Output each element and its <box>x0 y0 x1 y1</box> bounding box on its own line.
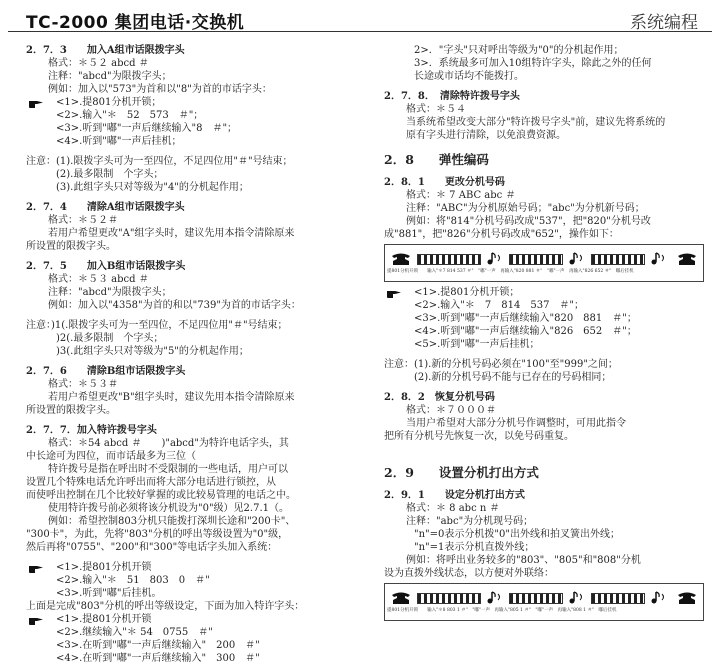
text-line <box>26 109 356 122</box>
text-line <box>384 129 710 142</box>
text-line <box>26 391 356 404</box>
tone-icon <box>565 251 589 266</box>
subsection-heading <box>384 90 710 103</box>
text-line <box>384 371 710 384</box>
text-line <box>26 319 356 332</box>
line-text: <1>.提801分机开锁 <box>56 614 152 625</box>
text-line <box>384 299 710 312</box>
line-text: 3>．系统最多可加入10组特许字头，除此之外的任何 <box>414 58 652 69</box>
line-text: 若用户希望更改"B"组字头时，建议先用本指令清除原来 <box>48 392 295 403</box>
text-line <box>26 214 356 227</box>
line-text: 格式：＊ 7 ABC abc ＃ <box>406 190 516 201</box>
subsection-heading <box>384 489 710 502</box>
line-text: <3>.听到"嘟"一声后继续输入"8 ＃"； <box>56 123 238 134</box>
text-line <box>26 181 356 194</box>
subsection-heading <box>26 201 356 214</box>
line-text: 成"881"，把"826"分机号码改成"652"，操作如下： <box>384 229 619 240</box>
line-text: <4>.听到"嘟"一声后继续输入"826 652 ＃"； <box>414 326 637 337</box>
keypad-strip <box>417 254 481 265</box>
spacer <box>26 312 356 319</box>
line-text: 注释："abcd"为限拨字头； <box>48 287 172 298</box>
line-text: 2．8 弹性编码 <box>384 152 489 167</box>
tone-icon <box>647 590 671 605</box>
line-text: 注意：(1).新的分机号码必须在"100"至"999"之间； <box>384 359 618 370</box>
line-text: 注意：)1(.限拨字头可为一至四位，不足四位用"＃"号结束； <box>26 320 288 331</box>
dialing-sequence-diagram <box>384 583 704 621</box>
tone-icon <box>647 251 671 266</box>
text-line <box>26 273 356 286</box>
line-text: "n"=0表示分机拨"0"出外线和拍叉簧出外线； <box>414 529 620 540</box>
keypad-strip <box>509 254 563 265</box>
pointing-hand-icon <box>28 98 44 109</box>
line-text: <2>.输入"＊ 7 814 537 ＃"； <box>414 300 585 311</box>
text-line <box>26 345 356 358</box>
line-text: 注释："ABC"为分机原始号码；"abc"为分机新号码； <box>406 203 645 214</box>
line-text: 所设置的限拨字头。 <box>26 241 116 252</box>
subsection-heading <box>26 44 356 57</box>
line-text: <1>.提801分机开锁； <box>414 287 520 298</box>
text-line <box>384 502 710 515</box>
line-text: "n"=1表示分机直拨外线； <box>414 542 535 553</box>
line-text: 格式：＊ 8 abc n ＃ <box>406 503 500 514</box>
line-text: <4>.在听到"嘟"一声后继续输入" 300 ＃" <box>56 653 260 664</box>
text-line <box>384 325 710 338</box>
text-line <box>384 202 710 215</box>
text-line <box>26 299 356 312</box>
line-text: 格式：＊５２＃ <box>48 215 118 226</box>
text-line <box>384 358 710 371</box>
line-text: <2>.输入"＊ 52 573 ＃"； <box>56 110 204 121</box>
text-line <box>384 430 710 443</box>
subsection-heading <box>384 176 710 189</box>
text-line <box>384 116 710 129</box>
line-text: <2>.继续输入"＊ 54 0755 ＃" <box>56 627 213 638</box>
line-text: 若用户希望更改"A"组字头时，建议先用本指令清除原来 <box>48 228 295 239</box>
line-text: 2．7．3 加入A组市话限拨字头 <box>26 45 185 56</box>
spacer <box>26 148 356 155</box>
spacer <box>26 253 356 260</box>
section-heading <box>384 465 710 481</box>
text-line <box>26 463 356 476</box>
line-text: 2．9 设置分机打出方式 <box>384 465 539 480</box>
text-line <box>384 541 710 554</box>
text-line <box>26 227 356 240</box>
text-line <box>26 83 356 96</box>
line-text: 注释："abcd"为限拨字头； <box>48 71 172 82</box>
line-text: 2．7．7．加入特许拨号字头 <box>26 425 157 436</box>
text-line <box>384 103 710 116</box>
text-line <box>26 437 356 450</box>
subsection-heading <box>384 391 710 404</box>
text-line <box>384 554 710 567</box>
line-text: "300卡"，为此，先将"803"分机的呼出等级设置为"0"级， <box>26 529 289 540</box>
line-text: 格式：＊５３ abcd ＃ <box>48 274 149 285</box>
line-text: 当用户希望对大部分分机号作调整时，可用此指令 <box>406 418 626 429</box>
tone-icon <box>483 251 507 266</box>
line-text: 2．7．8． 清除特许拨号字头 <box>384 91 520 102</box>
section-heading <box>384 152 710 168</box>
subsection-heading <box>26 365 356 378</box>
line-text: 注意：(1).限拨字头可为一至四位，不足四位用"＃"号结束； <box>26 156 293 167</box>
text-line <box>26 489 356 502</box>
line-text: 例如：加入以"4358"为首的和以"739"为首的市话字头： <box>48 300 301 311</box>
keypad-strip <box>591 593 645 604</box>
text-line <box>384 417 710 430</box>
line-text: 2．9．1 设定分机打出方式 <box>384 490 525 501</box>
text-line <box>26 626 356 639</box>
text-line <box>26 155 356 168</box>
text-line <box>26 404 356 417</box>
text-line <box>384 215 710 228</box>
text-line <box>384 228 710 241</box>
pointing-hand-icon <box>28 563 44 574</box>
header-divider <box>8 31 712 32</box>
line-text: 设置几个特殊电话允许呼出而将大部分电话进行锁控，从 <box>26 477 276 488</box>
text-line <box>384 404 710 417</box>
right-column <box>384 44 710 625</box>
line-text: 例如：将呼出业务较多的"803"、"805"和"808"分机 <box>406 555 641 566</box>
spacer <box>384 384 710 391</box>
diagram-caption: 提801分机开锁 输入"＊7 814 537 ＃" "嘟"一声 再输入"820 881 ＃" "嘟"一声 再输入"826 652 ＃" 嘟后挂机 <box>387 269 634 274</box>
line-text: <1>.提801分机开锁 <box>56 562 152 573</box>
text-line <box>26 541 356 554</box>
line-text: 使用特许拨号前必须将该分机设为"0"级）见2.7.1（。 <box>48 503 290 514</box>
line-text: <2>.输入"＊ 51 803 0 ＃" <box>56 575 210 586</box>
text-line <box>384 567 710 580</box>
pointing-hand-icon <box>386 288 402 299</box>
step-line <box>26 561 356 574</box>
line-text: 格式：＊５４ <box>406 104 466 115</box>
text-line <box>26 378 356 391</box>
line-text: (2).新的分机号码不能与已存在的号码相同； <box>414 372 612 383</box>
text-line <box>384 189 710 202</box>
product-model: TC-2000 集团电话·交换机 <box>26 13 245 33</box>
text-line <box>26 652 356 665</box>
text-line <box>26 135 356 148</box>
line-text: 格式：＊７０００＃ <box>406 405 496 416</box>
text-line <box>26 639 356 652</box>
line-text: 2．8．2 恢复分机号码 <box>384 392 495 403</box>
text-line <box>384 312 710 325</box>
text-line <box>26 574 356 587</box>
line-text: 2．7．4 清除A组市话限拨字头 <box>26 202 185 213</box>
text-line <box>26 502 356 515</box>
line-text: 所设置的限拨字头。 <box>26 405 116 416</box>
telephone-icon <box>675 590 699 605</box>
line-text: 格式：＊５３＃ <box>48 379 118 390</box>
line-text: 例如：希望控制803分机只能拨打深圳长途和"200卡"、 <box>48 516 296 527</box>
line-text: (3).此组字头只对等级为"4"的分机起作用； <box>56 182 249 193</box>
text-line <box>384 528 710 541</box>
line-text: 格式：＊５２ abcd ＃ <box>48 58 149 69</box>
line-text: <3>.在听到"嘟"一声后继续输入" 200 ＃" <box>56 640 260 651</box>
spacer <box>384 443 710 455</box>
diagram-caption: 提801分机开锁 输入"＊8 803 1 ＃" "嘟"一声 再输入"805 1 ＃" "嘟"一声 再输入"808 1 ＃" 嘟后挂机 <box>387 608 617 613</box>
text-line <box>26 57 356 70</box>
line-text: <3>.听到"嘟"一声后继续输入"820 881 ＃"； <box>414 313 637 324</box>
text-line <box>384 57 710 70</box>
line-text: )2(.最多限制 个字头； <box>56 333 164 344</box>
telephone-icon <box>675 251 699 266</box>
text-line <box>384 515 710 528</box>
line-text: 设为直拨外线状态，以方便对外联络： <box>384 568 554 579</box>
text-line <box>26 476 356 489</box>
spacer <box>26 358 356 365</box>
line-text: 长途或市话均不能拨打。 <box>414 71 524 82</box>
keypad-strip <box>591 254 645 265</box>
line-text: <3>.听到"嘟"后挂机。 <box>56 588 162 599</box>
subsection-heading <box>26 260 356 273</box>
keypad-strip <box>417 593 481 604</box>
line-text: 格式：＊54 abcd ＃ )"abcd"为特许电话字头，其 <box>48 438 289 449</box>
text-line <box>26 600 356 613</box>
line-text: (2).最多限制 个字头； <box>56 169 164 180</box>
text-line <box>26 450 356 463</box>
text-line <box>26 286 356 299</box>
telephone-icon <box>389 590 413 605</box>
step-line <box>26 613 356 626</box>
spacer <box>26 554 356 561</box>
pointing-hand-icon <box>28 615 44 626</box>
line-text: )3(.此组字头只对等级为"5"的分机起作用； <box>56 346 249 357</box>
line-text: 特许拨号是指在呼出时不受限制的一些电话，用户可以 <box>48 464 288 475</box>
spacer <box>26 194 356 201</box>
keypad-strip <box>509 593 563 604</box>
line-text: 原有字头进行清除，以免浪费资源。 <box>406 130 566 141</box>
line-text: <1>.提801分机开锁； <box>56 97 162 108</box>
step-line <box>26 96 356 109</box>
tone-icon <box>483 590 507 605</box>
text-line <box>384 44 710 57</box>
line-text: 例如：加入以"573"为首和以"8"为首的市话字头： <box>48 84 272 95</box>
line-text: 而使呼出控制在几个比较好掌握的或比较易管理的电话之中。 <box>26 490 296 501</box>
step-line <box>384 286 710 299</box>
line-text: 当系统希望改变大部分"特许拨号字头"前，建议先将系统的 <box>406 117 666 128</box>
text-line <box>26 587 356 600</box>
line-text: 中长途可为四位，而市话最多为三位（ <box>26 451 196 462</box>
text-line <box>384 70 710 83</box>
text-line <box>26 70 356 83</box>
line-text: 注释："abc"为分机现号码； <box>406 516 534 527</box>
line-text: <5>.听到"嘟"一声后挂机； <box>414 339 540 350</box>
line-text: 2．7．5 加入B组市话限拨字头 <box>26 261 186 272</box>
line-text: 2．7．6 清除B组市话限拨字头 <box>26 366 186 377</box>
line-text: 上面是完成"803"分机的呼出等级设定，下面为加入特许字头： <box>26 601 305 612</box>
telephone-icon <box>389 251 413 266</box>
spacer <box>384 351 710 358</box>
left-column <box>26 44 356 665</box>
line-text: 2>．"字头"只对呼出等级为"0"的分机起作用； <box>414 45 624 56</box>
text-line <box>384 338 710 351</box>
tone-icon <box>565 590 589 605</box>
page-header <box>0 0 720 32</box>
text-line <box>26 528 356 541</box>
text-line <box>26 168 356 181</box>
dialing-sequence-diagram <box>384 244 704 282</box>
text-line <box>26 332 356 345</box>
line-text: 2．8．1 更改分机号码 <box>384 177 505 188</box>
text-line <box>26 240 356 253</box>
section-title: 系统编程 <box>630 13 698 33</box>
subsection-heading <box>26 424 356 437</box>
line-text: <4>.听到"嘟"一声后挂机； <box>56 136 182 147</box>
text-line <box>26 515 356 528</box>
spacer <box>26 417 356 424</box>
line-text: 例如：将"814"分机号码改成"537"，把"820"分机号改 <box>406 216 651 227</box>
line-text: 把所有分机号先恢复一次，以免号码重复。 <box>384 431 574 442</box>
spacer <box>384 83 710 90</box>
line-text: 然后再将"0755"、"200"和"300"等电话字头加入系统： <box>26 542 278 553</box>
text-line <box>26 122 356 135</box>
